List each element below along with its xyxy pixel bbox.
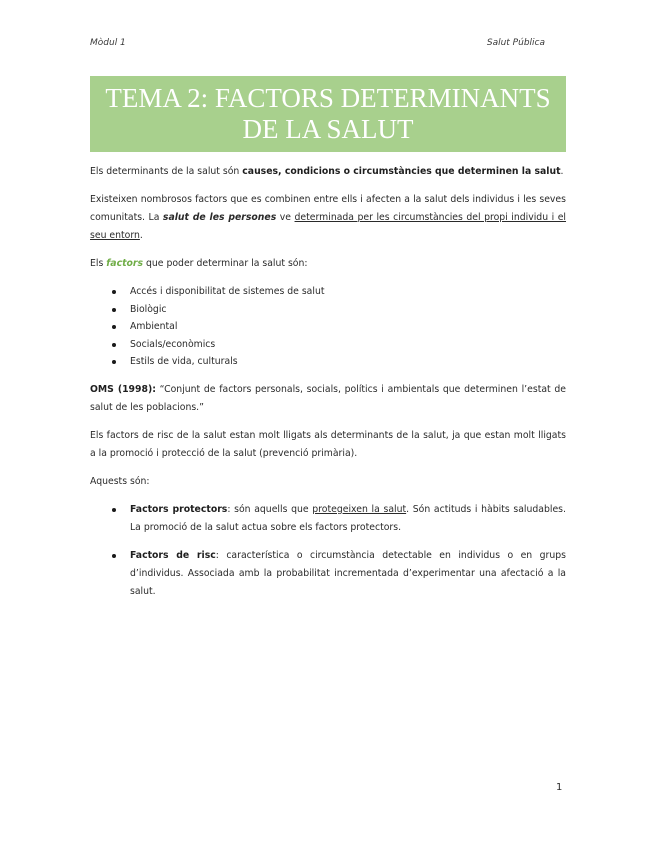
- paragraph-aquests: Aquests són:: [90, 475, 150, 487]
- list-item: Socials/econòmics: [90, 336, 566, 354]
- list-item-protectors: Factors protectors: són aquells que protegeixen la salut. Són actituds i hàbits saludables. La promoció de la salut actua sobre els factors protectors.: [90, 501, 566, 537]
- paragraph-factors-intro: Existeixen nombrosos factors que es combinen entre ells i afecten a la salut dels individus i les seves comunitats. La salut de les persones ve determinada per les circumstàncies del propi individu i el seu entorn.: [90, 194, 567, 241]
- paragraph-oms: OMS (1998): “Conjunt de factors personals, socials, polítics i ambientals que determinen l’estat de salut de les poblacions.”: [90, 383, 567, 413]
- definition-bold: causes, condicions o circumstàncies que determinen la salut: [242, 166, 561, 177]
- header-module: Mòdul 1: [90, 38, 126, 48]
- title-line-1: TEMA 2: FACTORS DETERMINANTS: [105, 83, 551, 113]
- document-body: [90, 163, 566, 611]
- title-line-2: DE LA SALUT: [242, 114, 414, 144]
- list-item: Accés i disponibilitat de sistemes de salut: [90, 283, 566, 301]
- list-item: Ambiental: [90, 318, 566, 336]
- factors-list: [90, 283, 566, 371]
- paragraph-definition: Els determinants de la salut són causes, condicions o circumstàncies que determinen la salut.: [90, 166, 564, 177]
- factors-keyword: factors: [106, 258, 144, 269]
- paragraph-factors-lead: Els factors que poder determinar la salut són:: [90, 258, 308, 269]
- list-item: Biològic: [90, 301, 566, 319]
- title-banner: [90, 76, 566, 152]
- page-header: [90, 38, 545, 48]
- emphasis-salut: salut de les persones: [162, 212, 277, 223]
- list-item: Estils de vida, culturals: [90, 353, 566, 371]
- paragraph-risk-factors: Els factors de risc de la salut estan molt lligats als determinants de la salut, ja que estan molt lligats a la promoció i protecció de la salut (prevenció primària).: [90, 429, 566, 459]
- page-number: 1: [556, 782, 563, 793]
- factor-types-list: [90, 501, 566, 601]
- underline-determinada: determinada per les circumstàncies del propi individu i el seu entorn: [90, 212, 567, 241]
- oms-label: OMS (1998):: [90, 383, 156, 395]
- header-subject: Salut Pública: [486, 38, 545, 48]
- list-item-risc: Factors de risc: característica o circumstància detectable en individus o en grups d’individus. Associada amb la probabilitat incrementada d’experimentar una afectació a la salut.: [90, 547, 566, 601]
